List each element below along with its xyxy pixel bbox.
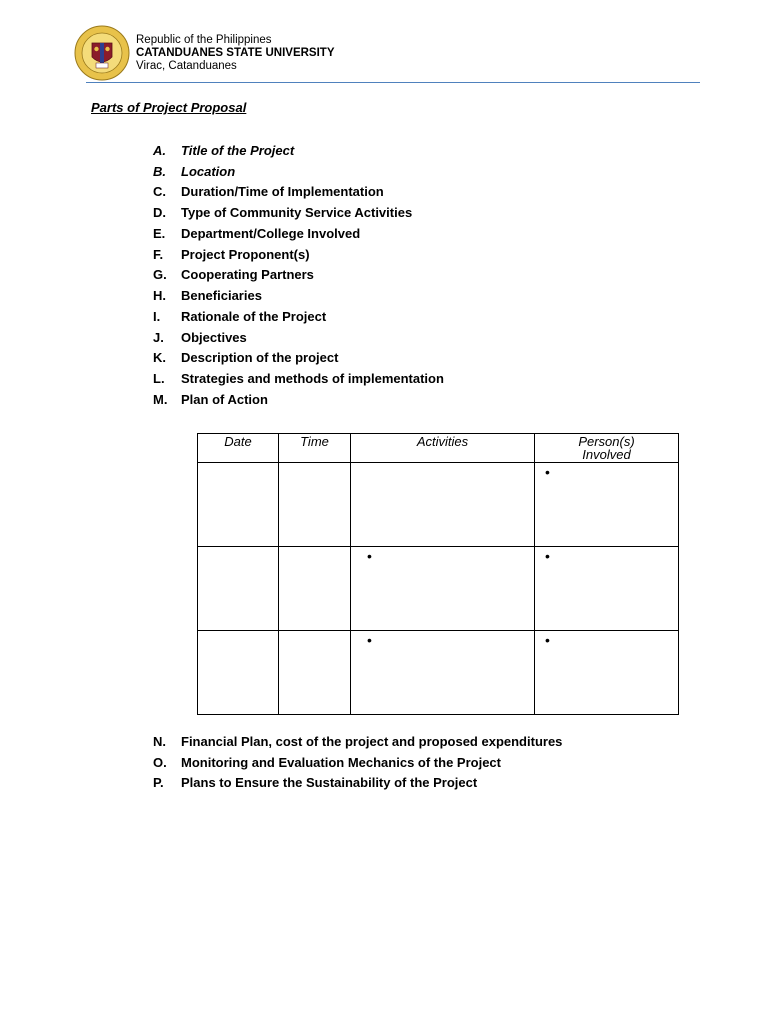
list-item: B. Location (153, 163, 236, 179)
bullet: • (367, 632, 372, 648)
list-item: J. Objectives (153, 329, 247, 345)
list-item: A. Title of the Project (153, 142, 295, 158)
header-divider (86, 82, 700, 83)
list-item: O. Monitoring and Evaluation Mechanics of the Project (153, 754, 501, 770)
bullet: • (367, 548, 372, 564)
list-item: E. Department/College Involved (153, 225, 361, 241)
header-republic: Republic of the Philippines (136, 33, 272, 46)
table-row (198, 631, 679, 715)
table-cell (535, 631, 679, 715)
parts-list (153, 140, 444, 410)
table-cell (198, 631, 279, 715)
header-university-name: CATANDUANES STATE UNIVERSITY (136, 46, 335, 59)
list-item: M. Plan of Action (153, 391, 268, 407)
list-item: K. Description of the project (153, 350, 339, 366)
table-cell (198, 547, 279, 631)
table-row (198, 463, 679, 547)
university-seal-icon (74, 25, 130, 81)
header-location: Virac, Catanduanes (136, 59, 237, 72)
table-cell (279, 547, 351, 631)
table-cell (279, 463, 351, 547)
column-header-persons-involved: Person(s) Involved (535, 434, 679, 463)
list-item: L. Strategies and methods of implementation (153, 371, 444, 387)
list-item: G. Cooperating Partners (153, 267, 314, 283)
table-cell (279, 631, 351, 715)
list-item: N. Financial Plan, cost of the project and proposed expenditures (153, 733, 563, 749)
bullet: • (545, 548, 550, 564)
table-row (198, 547, 679, 631)
table-cell (351, 631, 535, 715)
list-item: P. Plans to Ensure the Sustainability of the Project (153, 775, 478, 791)
list-item: I. Rationale of the Project (153, 308, 327, 324)
section-title: Parts of Project Proposal (91, 100, 247, 115)
table-cell (535, 463, 679, 547)
table-cell (351, 547, 535, 631)
bullet: • (545, 464, 550, 480)
column-header-activities: Activities (351, 434, 535, 463)
column-header-time: Time (279, 434, 351, 463)
list-item: F. Project Proponent(s) (153, 246, 310, 262)
table-header-row (198, 434, 679, 463)
column-header-date: Date (198, 434, 279, 463)
list-item: D. Type of Community Service Activities (153, 205, 413, 221)
list-item: H. Beneficiaries (153, 288, 262, 304)
table-cell (198, 463, 279, 547)
table-cell (351, 463, 535, 547)
parts-list-continued (153, 731, 562, 793)
plan-of-action-table (197, 433, 679, 715)
table-cell (535, 547, 679, 631)
bullet: • (545, 632, 550, 648)
letterhead (74, 26, 335, 80)
list-item: C. Duration/Time of Implementation (153, 184, 384, 200)
